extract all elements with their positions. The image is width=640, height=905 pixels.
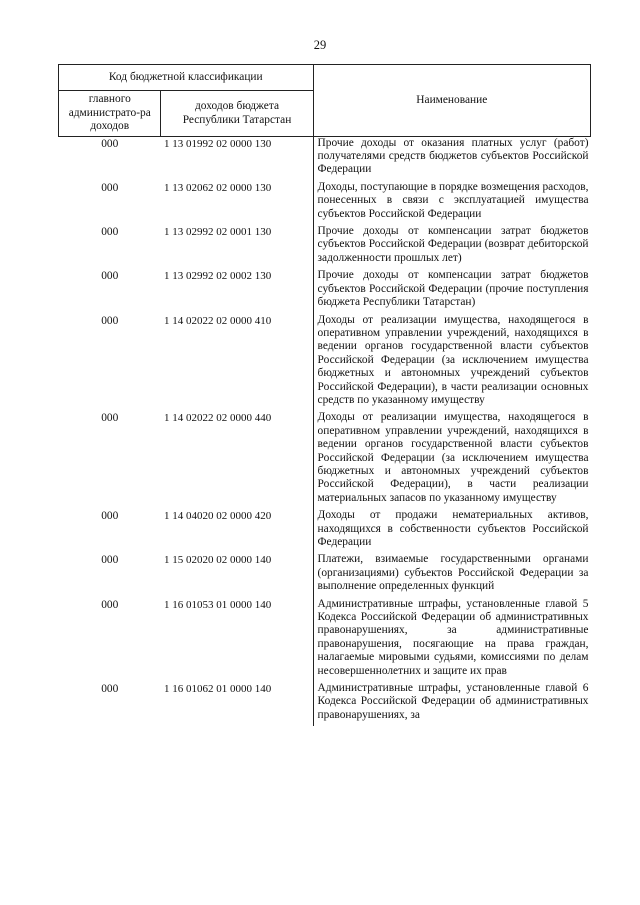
name-cell: Доходы от реализации имущества, находящегося в оперативном управлении учреждений, находящихся в ведении органов государственной власти субъектов Российской Федерации (за исключением имущества бюджетных и автономных учреждений субъектов Российской Федерации), в части реализации материальных запасов по указанному имуществу <box>313 411 590 509</box>
table-row <box>59 181 591 225</box>
admin-code-cell: 000 <box>101 226 119 239</box>
admin-code-cell: 000 <box>101 137 119 150</box>
table-row <box>59 225 591 269</box>
admin-code-cell: 000 <box>101 270 119 283</box>
name-cell: Прочие доходы от компенсации затрат бюджетов субъектов Российской Федерации (возврат дебиторской задолженности прошлых лет) <box>313 225 590 269</box>
name-cell: Доходы, поступающие в порядке возмещения расходов, понесенных в связи с эксплуатацией имущества субъектов Российской Федерации <box>313 181 590 225</box>
table-row <box>59 682 591 726</box>
page-number: 29 <box>313 38 327 52</box>
header-income: доходов бюджета Республики Татарстан <box>161 91 313 136</box>
name-cell: Прочие доходы от оказания платных услуг (работ) получателями средств бюджетов субъектов Российской Федерации <box>313 136 590 181</box>
name-cell: Административные штрафы, установленные главой 6 Кодекса Российской Федерации об административных правонарушениях, за <box>313 682 590 726</box>
table-row <box>59 598 591 682</box>
income-code-cell: 1 15 02020 02 0000 140 <box>163 554 272 567</box>
table-row <box>59 314 591 412</box>
header-admin: главного администрато-ра доходов <box>59 91 161 136</box>
name-cell: Платежи, взимаемые государственными органами (организациями) субъектов Российской Федерации за выполнение определенных функций <box>313 553 590 597</box>
table-row <box>59 411 591 509</box>
admin-code-cell: 000 <box>101 554 119 567</box>
income-code-cell: 1 13 01992 02 0000 130 <box>163 137 272 150</box>
income-code-cell: 1 14 04020 02 0000 420 <box>163 510 272 523</box>
income-code-cell: 1 13 02992 02 0001 130 <box>163 226 272 239</box>
admin-code-cell: 000 <box>101 510 119 523</box>
income-code-cell: 1 13 02992 02 0002 130 <box>163 270 272 283</box>
income-code-cell: 1 14 02022 02 0000 410 <box>163 314 272 327</box>
admin-code-cell: 000 <box>101 314 119 327</box>
admin-code-cell: 000 <box>101 412 119 425</box>
table-row <box>59 509 591 553</box>
income-code-cell: 1 16 01062 01 0000 140 <box>163 683 272 696</box>
income-code-cell: 1 13 02062 02 0000 130 <box>163 181 272 194</box>
table-row <box>59 553 591 597</box>
name-cell: Доходы от реализации имущества, находящегося в оперативном управлении учреждений, находящихся в ведении органов государственной власти субъектов Российской Федерации (за исключением имущества бюджетных и автономных учреждений субъектов Российской Федерации), в части реализации основных средств по указанному имуществу <box>313 314 590 412</box>
admin-code-cell: 000 <box>101 598 119 611</box>
admin-code-cell: 000 <box>101 683 119 696</box>
name-cell: Прочие доходы от компенсации затрат бюджетов субъектов Российской Федерации (прочие поступления бюджета Республики Татарстан) <box>313 269 590 313</box>
header-code-group: Код бюджетной классификации <box>59 65 314 91</box>
header-name: Наименование <box>313 65 590 137</box>
income-code-cell: 1 16 01053 01 0000 140 <box>163 598 272 611</box>
table-row <box>59 269 591 313</box>
admin-code-cell: 000 <box>101 181 119 194</box>
income-code-cell: 1 14 02022 02 0000 440 <box>163 412 272 425</box>
table-row <box>59 136 591 181</box>
budget-classification-table <box>58 64 591 726</box>
name-cell: Административные штрафы, установленные главой 5 Кодекса Российской Федерации об административных правонарушениях, за административные правонарушения, посягающие на права граждан, налагаемые мировыми судьями, комиссиями по делам несовершеннолетних и защите их прав <box>313 598 590 682</box>
name-cell: Доходы от продажи нематериальных активов, находящихся в собственности субъектов Российской Федерации <box>313 509 590 553</box>
